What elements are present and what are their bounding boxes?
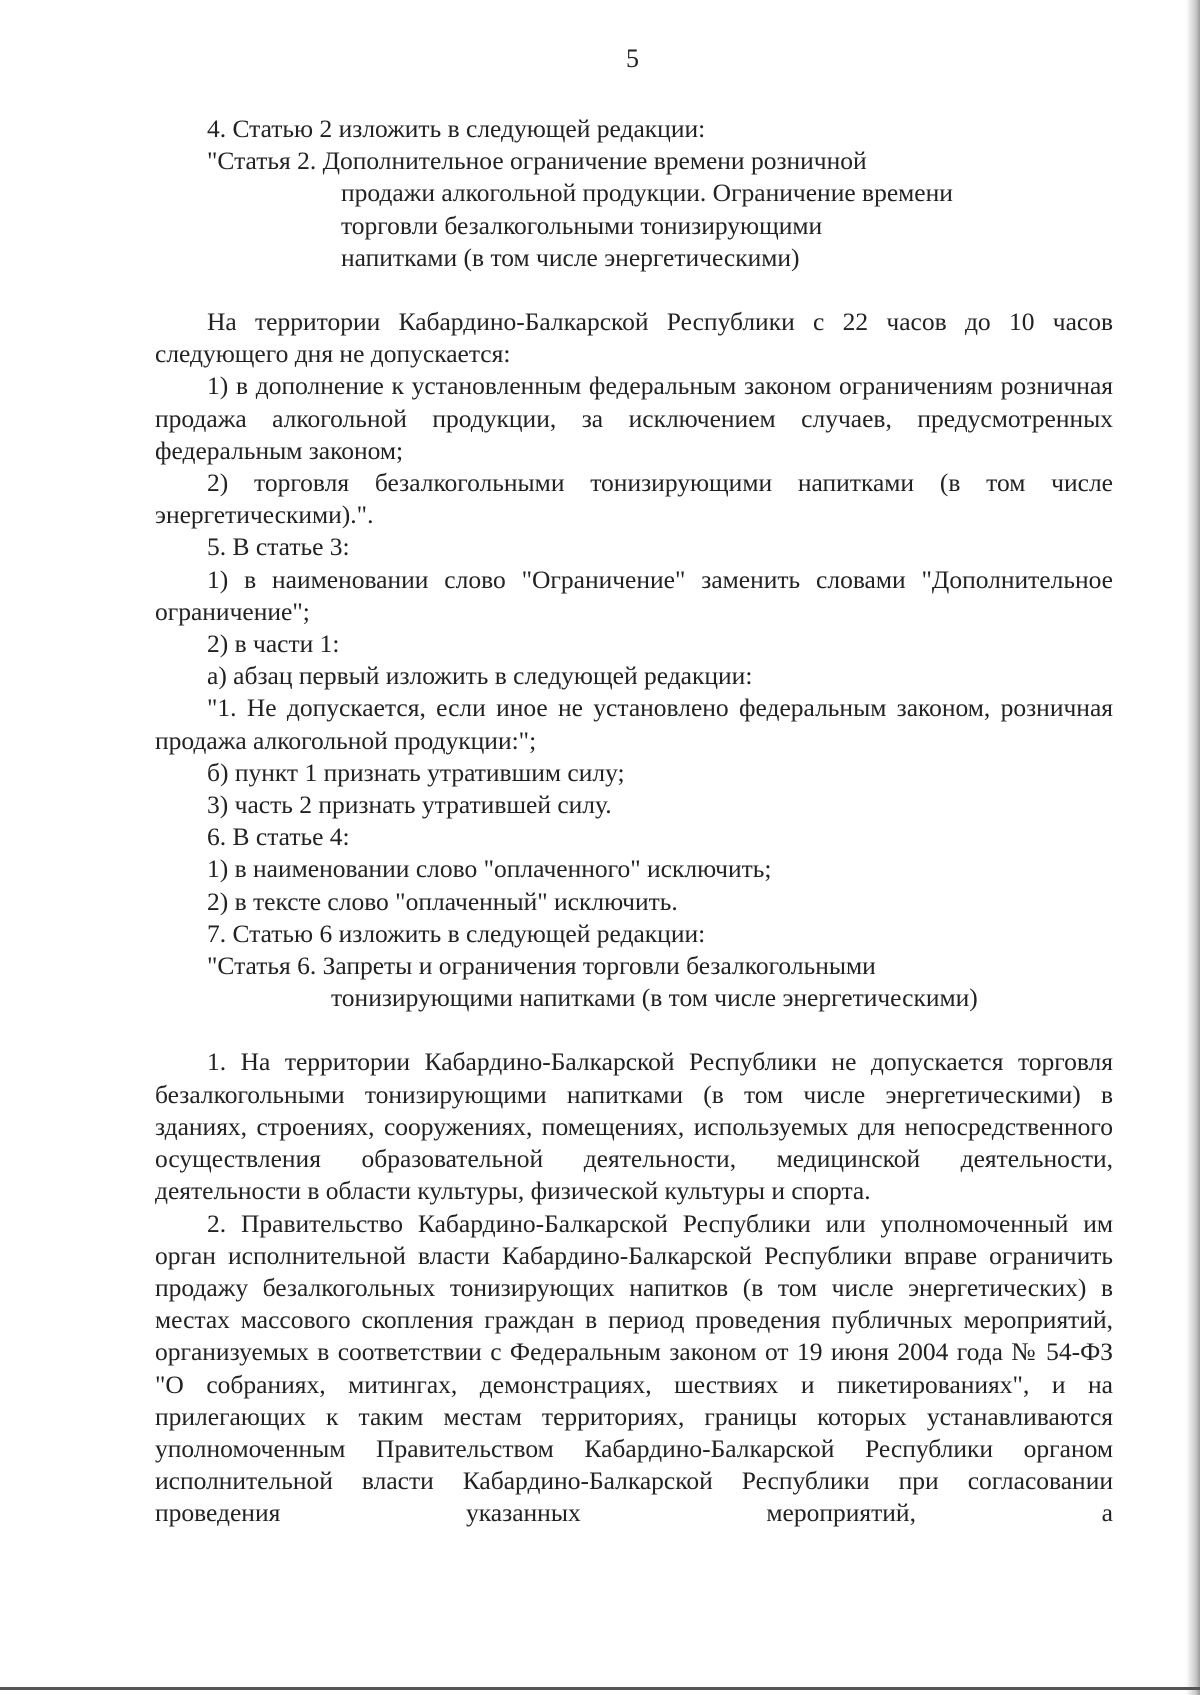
amendment-4: 4. Статью 2 изложить в следующей редакции: [207, 114, 706, 143]
article-2-title-line: напитками (в том числе энергетическими) [341, 242, 800, 272]
article-6-title-line: "Статья 6. Запреты и ограничения торговли безалкогольными [207, 951, 876, 981]
page-number: 5 [626, 44, 639, 73]
article-2-title-line: торговли безалкогольными тонизирующими [341, 210, 823, 240]
amendment-5-2a: а) абзац первый изложить в следующей редакции: [207, 661, 753, 691]
article-6-part-2: 2. Правительство Кабардино-Балкарской Республики или уполномоченный им орган исполнительной власти Кабардино-Балкарской Республики вправе ограничить продажу безалкогольных тонизирующих напитков (в том числе энергетических) в местах массового скопления граждан в период проведения публичных мероприятий, организуемых в соответствии с Федеральным законом от 19 июня 2004 года № 54-ФЗ "О собраниях, митингах, демонстрациях, шествиях и пикетированиях", и на прилегающих к таким местам территориях, границы которых устанавливаются уполномоченным Правительством Кабардино-Балкарской Республики органом исполнительной власти Кабардино-Балкарской Республики при согласовании проведения указанных мероприятий, а [155, 1208, 1113, 1528]
article-2-title [155, 145, 1113, 274]
amendment-7: 7. Статью 6 изложить в следующей редакции: [207, 918, 706, 948]
spacer [155, 274, 1113, 306]
amendment-5-1: 1) в наименовании слово "Ограничение" заменить словами "Дополнительное ограничение"; [155, 564, 1113, 626]
article-6-part-1: 1. На территории Кабардино-Балкарской Республики не допускается торговля безалкогольными тонизирующими напитками (в том числе энергетическими) в зданиях, строениях, сооружениях, помещениях, используемых для непосредственного осуществления образовательной деятельности, медицинской деятельности, деятельности в области культуры, физической культуры и спорта. [155, 1047, 1113, 1206]
amendment-6: 6. В статье 4: [207, 822, 350, 852]
article-2-intro: На территории Кабардино-Балкарской Республики с 22 часов до 10 часов следующего дня не допускается: [155, 307, 1113, 369]
spacer [155, 1014, 1113, 1046]
article-2-title-line: продажи алкогольной продукции. Ограничение времени [341, 178, 953, 208]
amendment-5-2a-text: "1. Не допускается, если иное не установлено федеральным законом, розничная продажа алкогольной продукции:"; [155, 693, 1113, 755]
amendment-5-2: 2) в части 1: [207, 629, 340, 659]
scan-bottom-edge [0, 1687, 1200, 1690]
article-2-item-2: 2) торговля безалкогольными тонизирующими напитками (в том числе энергетическими).". [155, 468, 1113, 530]
article-6-title-line: тонизирующими напитками (в том числе энергетическими) [331, 983, 978, 1013]
document-body [155, 113, 1113, 1530]
amendment-5: 5. В статье 3: [207, 532, 350, 562]
amendment-5-2b: б) пункт 1 признать утратившим силу; [207, 757, 625, 787]
article-6-title [155, 950, 1113, 1014]
article-2-item-1: 1) в дополнение к установленным федеральным законом ограничениям розничная продажа алкогольной продукции, за исключением случаев, предусмотренных федеральным законом; [155, 371, 1113, 465]
amendment-5-3: 3) часть 2 признать утратившей силу. [207, 790, 612, 820]
scan-edge-shadow [1186, 0, 1200, 1695]
article-2-title-line: "Статья 2. Дополнительное ограничение времени розничной [207, 146, 867, 176]
amendment-6-2: 2) в тексте слово "оплаченный" исключить. [207, 886, 678, 916]
amendment-6-1: 1) в наименовании слово "оплаченного" исключить; [207, 854, 772, 884]
